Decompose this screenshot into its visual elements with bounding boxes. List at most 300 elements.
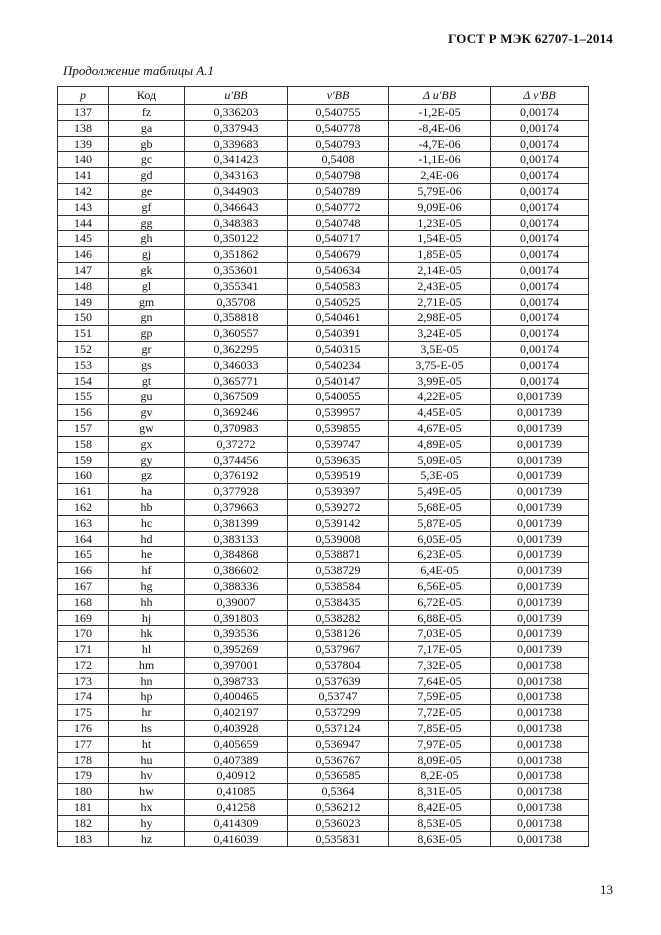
cell-u: 0,337943 [185, 120, 288, 136]
cell-delta-u: 7,72E-05 [389, 705, 491, 721]
table-row [58, 815, 589, 831]
cell-v: 0,537639 [288, 673, 389, 689]
cell-code: hn [109, 673, 185, 689]
cell-v: 0,537124 [288, 721, 389, 737]
cell-delta-u: 1,85E-05 [389, 247, 491, 263]
table-row [58, 705, 589, 721]
cell-u: 0,360557 [185, 326, 288, 342]
cell-v: 0,540391 [288, 326, 389, 342]
cell-delta-u: 5,79E-06 [389, 183, 491, 199]
cell-u: 0,384868 [185, 547, 288, 563]
cell-delta-u: 2,43E-05 [389, 278, 491, 294]
cell-v: 0,538584 [288, 578, 389, 594]
table-row [58, 642, 589, 658]
cell-code: hg [109, 578, 185, 594]
cell-delta-v: 0,001739 [491, 594, 589, 610]
cell-code: gj [109, 247, 185, 263]
table-row [58, 784, 589, 800]
cell-delta-u: 4,45E-05 [389, 405, 491, 421]
cell-code: hb [109, 499, 185, 515]
cell-p: 163 [58, 515, 109, 531]
table-row [58, 231, 589, 247]
cell-code: hy [109, 815, 185, 831]
cell-delta-v: 0,00174 [491, 373, 589, 389]
table-row [58, 105, 589, 121]
cell-u: 0,35708 [185, 294, 288, 310]
cell-v: 0,5364 [288, 784, 389, 800]
cell-delta-v: 0,001738 [491, 831, 589, 847]
cell-p: 178 [58, 752, 109, 768]
cell-code: gs [109, 357, 185, 373]
cell-p: 149 [58, 294, 109, 310]
cell-u: 0,351862 [185, 247, 288, 263]
table-row [58, 578, 589, 594]
table-row [58, 657, 589, 673]
table-row [58, 499, 589, 515]
cell-code: gp [109, 326, 185, 342]
cell-u: 0,400465 [185, 689, 288, 705]
table-row [58, 357, 589, 373]
cell-u: 0,386602 [185, 563, 288, 579]
cell-u: 0,402197 [185, 705, 288, 721]
cell-v: 0,540147 [288, 373, 389, 389]
cell-p: 164 [58, 531, 109, 547]
cell-v: 0,540778 [288, 120, 389, 136]
table-row [58, 341, 589, 357]
table-row [58, 752, 589, 768]
cell-u: 0,381399 [185, 515, 288, 531]
cell-delta-u: 8,2E-05 [389, 768, 491, 784]
cell-u: 0,41085 [185, 784, 288, 800]
table-row [58, 831, 589, 847]
cell-delta-v: 0,00174 [491, 183, 589, 199]
cell-u: 0,350122 [185, 231, 288, 247]
cell-u: 0,369246 [185, 405, 288, 421]
cell-delta-u: 6,23E-05 [389, 547, 491, 563]
cell-u: 0,398733 [185, 673, 288, 689]
cell-p: 170 [58, 626, 109, 642]
cell-code: hs [109, 721, 185, 737]
cell-delta-u: 2,71E-05 [389, 294, 491, 310]
table-row [58, 389, 589, 405]
cell-p: 141 [58, 168, 109, 184]
cell-delta-v: 0,001739 [491, 468, 589, 484]
cell-code: gl [109, 278, 185, 294]
cell-code: hu [109, 752, 185, 768]
cell-v: 0,539855 [288, 420, 389, 436]
cell-delta-u: 8,63E-05 [389, 831, 491, 847]
cell-u: 0,358818 [185, 310, 288, 326]
cell-code: gr [109, 341, 185, 357]
table-row [58, 152, 589, 168]
cell-v: 0,5408 [288, 152, 389, 168]
cell-u: 0,346643 [185, 199, 288, 215]
cell-p: 169 [58, 610, 109, 626]
cell-delta-u: 5,68E-05 [389, 499, 491, 515]
cell-code: gz [109, 468, 185, 484]
cell-delta-u: 7,64E-05 [389, 673, 491, 689]
cell-code: hk [109, 626, 185, 642]
cell-delta-u: -1,1E-06 [389, 152, 491, 168]
cell-code: hj [109, 610, 185, 626]
cell-delta-v: 0,001739 [491, 405, 589, 421]
cell-v: 0,540717 [288, 231, 389, 247]
table-row [58, 468, 589, 484]
cell-p: 177 [58, 736, 109, 752]
cell-code: hm [109, 657, 185, 673]
table-row [58, 183, 589, 199]
table-row [58, 484, 589, 500]
cell-delta-v: 0,00174 [491, 341, 589, 357]
cell-delta-v: 0,001739 [491, 626, 589, 642]
cell-delta-v: 0,00174 [491, 326, 589, 342]
cell-u: 0,397001 [185, 657, 288, 673]
cell-code: gc [109, 152, 185, 168]
cell-v: 0,536947 [288, 736, 389, 752]
cell-delta-v: 0,00174 [491, 168, 589, 184]
cell-delta-v: 0,001738 [491, 705, 589, 721]
cell-p: 162 [58, 499, 109, 515]
cell-u: 0,40912 [185, 768, 288, 784]
table-row [58, 626, 589, 642]
cell-p: 172 [58, 657, 109, 673]
cell-p: 167 [58, 578, 109, 594]
cell-v: 0,540748 [288, 215, 389, 231]
cell-u: 0,348383 [185, 215, 288, 231]
cell-v: 0,540583 [288, 278, 389, 294]
cell-code: hx [109, 800, 185, 816]
cell-u: 0,341423 [185, 152, 288, 168]
cell-delta-v: 0,001738 [491, 752, 589, 768]
cell-p: 173 [58, 673, 109, 689]
cell-code: gk [109, 262, 185, 278]
cell-p: 150 [58, 310, 109, 326]
cell-v: 0,539747 [288, 436, 389, 452]
cell-delta-v: 0,001739 [491, 452, 589, 468]
document-id-header: ГОСТ Р МЭК 62707-1–2014 [448, 31, 613, 46]
cell-delta-u: -4,7E-06 [389, 136, 491, 152]
cell-code: gy [109, 452, 185, 468]
cell-v: 0,540525 [288, 294, 389, 310]
cell-v: 0,538729 [288, 563, 389, 579]
cell-delta-v: 0,001739 [491, 515, 589, 531]
cell-code: gm [109, 294, 185, 310]
cell-p: 175 [58, 705, 109, 721]
cell-delta-v: 0,001738 [491, 657, 589, 673]
column-header-p: p [58, 87, 109, 105]
cell-delta-v: 0,00174 [491, 278, 589, 294]
table-row [58, 120, 589, 136]
cell-delta-u: 1,23E-05 [389, 215, 491, 231]
cell-delta-u: 7,97E-05 [389, 736, 491, 752]
cell-delta-u: 3,24E-05 [389, 326, 491, 342]
table-caption: Продолжение таблицы А.1 [63, 63, 214, 78]
cell-delta-u: -8,4E-06 [389, 120, 491, 136]
cell-delta-u: 2,14E-05 [389, 262, 491, 278]
cell-v: 0,540055 [288, 389, 389, 405]
cell-code: gd [109, 168, 185, 184]
cell-v: 0,536767 [288, 752, 389, 768]
cell-p: 179 [58, 768, 109, 784]
cell-p: 166 [58, 563, 109, 579]
cell-delta-v: 0,001739 [491, 499, 589, 515]
table-row [58, 420, 589, 436]
cell-p: 148 [58, 278, 109, 294]
cell-delta-v: 0,001738 [491, 736, 589, 752]
cell-code: hf [109, 563, 185, 579]
table-row [58, 768, 589, 784]
cell-v: 0,539008 [288, 531, 389, 547]
cell-code: gh [109, 231, 185, 247]
table-row [58, 262, 589, 278]
cell-p: 140 [58, 152, 109, 168]
table-row [58, 452, 589, 468]
table-row [58, 310, 589, 326]
table-row [58, 278, 589, 294]
cell-delta-u: 5,49E-05 [389, 484, 491, 500]
cell-v: 0,540755 [288, 105, 389, 121]
cell-u: 0,403928 [185, 721, 288, 737]
cell-code: hd [109, 531, 185, 547]
cell-p: 156 [58, 405, 109, 421]
cell-v: 0,536212 [288, 800, 389, 816]
table-row [58, 373, 589, 389]
cell-delta-u: 8,09E-05 [389, 752, 491, 768]
cell-code: hv [109, 768, 185, 784]
cell-u: 0,379663 [185, 499, 288, 515]
table-row [58, 136, 589, 152]
cell-delta-u: 5,87E-05 [389, 515, 491, 531]
cell-u: 0,346033 [185, 357, 288, 373]
cell-p: 153 [58, 357, 109, 373]
cell-v: 0,53747 [288, 689, 389, 705]
cell-delta-u: 5,09E-05 [389, 452, 491, 468]
cell-code: ge [109, 183, 185, 199]
cell-u: 0,376192 [185, 468, 288, 484]
cell-code: gf [109, 199, 185, 215]
cell-u: 0,339683 [185, 136, 288, 152]
cell-v: 0,538871 [288, 547, 389, 563]
cell-delta-u: 9,09E-06 [389, 199, 491, 215]
cell-delta-v: 0,00174 [491, 294, 589, 310]
cell-u: 0,362295 [185, 341, 288, 357]
cell-delta-u: 1,54E-05 [389, 231, 491, 247]
cell-delta-u: 6,56E-05 [389, 578, 491, 594]
cell-code: hw [109, 784, 185, 800]
table-row [58, 800, 589, 816]
cell-v: 0,539397 [288, 484, 389, 500]
cell-code: hp [109, 689, 185, 705]
cell-p: 142 [58, 183, 109, 199]
cell-code: gn [109, 310, 185, 326]
cell-v: 0,540234 [288, 357, 389, 373]
table-row [58, 594, 589, 610]
table-row [58, 247, 589, 263]
cell-delta-v: 0,001739 [491, 531, 589, 547]
cell-p: 174 [58, 689, 109, 705]
table-row [58, 515, 589, 531]
cell-code: hh [109, 594, 185, 610]
cell-v: 0,537299 [288, 705, 389, 721]
cell-delta-v: 0,001738 [491, 784, 589, 800]
cell-delta-v: 0,00174 [491, 231, 589, 247]
cell-delta-v: 0,001739 [491, 563, 589, 579]
cell-p: 143 [58, 199, 109, 215]
cell-p: 152 [58, 341, 109, 357]
cell-code: hl [109, 642, 185, 658]
table-row [58, 673, 589, 689]
cell-delta-v: 0,00174 [491, 136, 589, 152]
column-header-code: Код [109, 87, 185, 105]
cell-delta-v: 0,001739 [491, 484, 589, 500]
cell-delta-u: 4,67E-05 [389, 420, 491, 436]
cell-delta-v: 0,001738 [491, 768, 589, 784]
table-row [58, 689, 589, 705]
page-number: 13 [600, 882, 613, 897]
cell-p: 181 [58, 800, 109, 816]
cell-code: ht [109, 736, 185, 752]
cell-u: 0,41258 [185, 800, 288, 816]
cell-p: 146 [58, 247, 109, 263]
cell-v: 0,540679 [288, 247, 389, 263]
cell-v: 0,540315 [288, 341, 389, 357]
cell-code: gg [109, 215, 185, 231]
cell-delta-v: 0,001739 [491, 578, 589, 594]
cell-code: gb [109, 136, 185, 152]
cell-delta-u: 4,22E-05 [389, 389, 491, 405]
cell-delta-u: 6,05E-05 [389, 531, 491, 547]
cell-p: 165 [58, 547, 109, 563]
cell-code: hz [109, 831, 185, 847]
cell-p: 158 [58, 436, 109, 452]
cell-p: 171 [58, 642, 109, 658]
cell-delta-u: 7,32E-05 [389, 657, 491, 673]
cell-u: 0,407389 [185, 752, 288, 768]
cell-code: fz [109, 105, 185, 121]
cell-delta-u: 5,3E-05 [389, 468, 491, 484]
cell-v: 0,540793 [288, 136, 389, 152]
cell-v: 0,539635 [288, 452, 389, 468]
cell-delta-u: 8,53E-05 [389, 815, 491, 831]
cell-u: 0,405659 [185, 736, 288, 752]
cell-delta-u: 3,99E-05 [389, 373, 491, 389]
cell-u: 0,353601 [185, 262, 288, 278]
cell-p: 160 [58, 468, 109, 484]
cell-code: hc [109, 515, 185, 531]
cell-u: 0,355341 [185, 278, 288, 294]
cell-delta-v: 0,001739 [491, 547, 589, 563]
cell-code: gw [109, 420, 185, 436]
cell-p: 154 [58, 373, 109, 389]
cell-v: 0,539272 [288, 499, 389, 515]
cell-delta-u: -1,2E-05 [389, 105, 491, 121]
cell-v: 0,540461 [288, 310, 389, 326]
cell-delta-v: 0,00174 [491, 247, 589, 263]
cell-v: 0,537804 [288, 657, 389, 673]
cell-v: 0,540789 [288, 183, 389, 199]
cell-code: ga [109, 120, 185, 136]
cell-delta-v: 0,00174 [491, 262, 589, 278]
cell-delta-u: 3,75-E-05 [389, 357, 491, 373]
cell-code: ha [109, 484, 185, 500]
cell-code: gx [109, 436, 185, 452]
cell-u: 0,336203 [185, 105, 288, 121]
cell-code: he [109, 547, 185, 563]
table-row [58, 436, 589, 452]
cell-v: 0,539519 [288, 468, 389, 484]
cell-u: 0,370983 [185, 420, 288, 436]
column-header-delta-u: Δ u'BB [389, 87, 491, 105]
cell-v: 0,538126 [288, 626, 389, 642]
cell-delta-v: 0,001739 [491, 610, 589, 626]
cell-p: 180 [58, 784, 109, 800]
cell-delta-v: 0,001739 [491, 642, 589, 658]
cell-delta-u: 3,5E-05 [389, 341, 491, 357]
cell-p: 176 [58, 721, 109, 737]
cell-delta-u: 2,98E-05 [389, 310, 491, 326]
cell-delta-v: 0,001739 [491, 436, 589, 452]
cell-p: 168 [58, 594, 109, 610]
data-table [57, 86, 589, 847]
cell-delta-v: 0,00174 [491, 152, 589, 168]
cell-delta-v: 0,001738 [491, 815, 589, 831]
cell-delta-u: 7,59E-05 [389, 689, 491, 705]
cell-delta-u: 6,88E-05 [389, 610, 491, 626]
cell-u: 0,377928 [185, 484, 288, 500]
cell-v: 0,538282 [288, 610, 389, 626]
cell-delta-u: 2,4E-06 [389, 168, 491, 184]
table-header-row [58, 87, 589, 105]
table-row [58, 294, 589, 310]
cell-p: 155 [58, 389, 109, 405]
cell-u: 0,414309 [185, 815, 288, 831]
cell-u: 0,367509 [185, 389, 288, 405]
table-row [58, 199, 589, 215]
table-row [58, 405, 589, 421]
cell-code: gu [109, 389, 185, 405]
cell-delta-v: 0,001739 [491, 420, 589, 436]
cell-delta-v: 0,001738 [491, 800, 589, 816]
cell-delta-v: 0,001738 [491, 721, 589, 737]
cell-delta-u: 6,72E-05 [389, 594, 491, 610]
table-row [58, 215, 589, 231]
cell-delta-u: 8,31E-05 [389, 784, 491, 800]
cell-u: 0,374456 [185, 452, 288, 468]
table-body [58, 105, 589, 847]
cell-delta-u: 7,17E-05 [389, 642, 491, 658]
cell-v: 0,537967 [288, 642, 389, 658]
cell-v: 0,539142 [288, 515, 389, 531]
cell-code: hr [109, 705, 185, 721]
cell-u: 0,395269 [185, 642, 288, 658]
cell-delta-u: 7,85E-05 [389, 721, 491, 737]
cell-v: 0,536585 [288, 768, 389, 784]
cell-u: 0,344903 [185, 183, 288, 199]
cell-p: 161 [58, 484, 109, 500]
column-header-delta-v: Δ v'BB [491, 87, 589, 105]
cell-p: 151 [58, 326, 109, 342]
cell-delta-v: 0,00174 [491, 215, 589, 231]
cell-u: 0,365771 [185, 373, 288, 389]
cell-u: 0,416039 [185, 831, 288, 847]
cell-p: 144 [58, 215, 109, 231]
table-row [58, 531, 589, 547]
cell-delta-u: 7,03E-05 [389, 626, 491, 642]
cell-p: 137 [58, 105, 109, 121]
column-header-v: v'BB [288, 87, 389, 105]
cell-delta-v: 0,001739 [491, 389, 589, 405]
cell-v: 0,535831 [288, 831, 389, 847]
